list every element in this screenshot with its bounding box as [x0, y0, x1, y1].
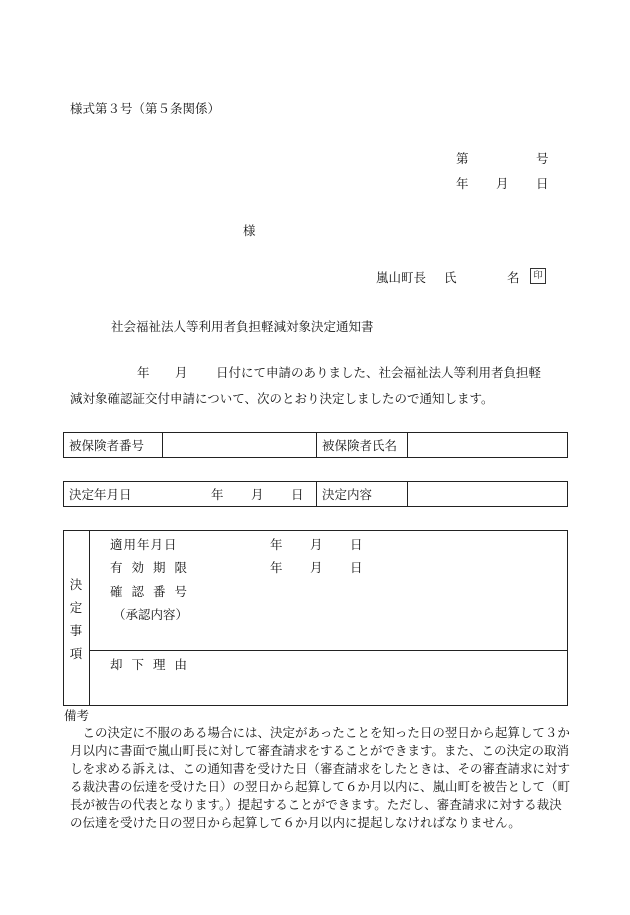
intro-year: 年: [137, 365, 150, 380]
decision-date-label: 決定年月日: [69, 487, 132, 502]
decision-month: 月: [251, 487, 264, 502]
number-suffix: 号: [536, 151, 549, 166]
notes-heading: 備考: [64, 708, 90, 723]
number-prefix: 第: [456, 151, 469, 166]
decision-year: 年: [211, 487, 224, 502]
decision-items-side-label: [68, 573, 84, 665]
intro-line2: 減対象確認証交付申請について、次のとおり決定しましたので通知します。: [70, 391, 494, 406]
date-year-label: 年: [456, 176, 469, 191]
insured-name-label: 被保険者氏名: [322, 438, 398, 453]
intro-line1: 日付にて申請のありました、社会福祉法人等利用者負担軽: [216, 365, 542, 380]
approval-content-label: （承認内容）: [113, 607, 189, 622]
side-char-4: 項: [69, 646, 83, 661]
valid-year: 年: [270, 560, 283, 575]
insured-number-label: 被保険者番号: [69, 438, 145, 453]
side-char-1: 決: [69, 577, 83, 592]
rejection-reason-label: 却下理由: [110, 657, 197, 672]
date-month-label: 月: [496, 176, 509, 191]
valid-day: 日: [350, 560, 363, 575]
side-char-3: 事: [69, 623, 83, 638]
date-day-label: 日: [536, 176, 549, 191]
issuer: 嵐山町長: [376, 270, 427, 285]
issuer-name-label-1: 氏: [444, 270, 457, 285]
document-heading: 社会福祉法人等利用者負担軽減対象決定通知書: [111, 319, 374, 334]
decision-day: 日: [291, 487, 304, 502]
valid-period-label: 有効期限: [110, 560, 197, 575]
notes-body: [70, 724, 570, 832]
applicable-year: 年: [270, 537, 283, 552]
valid-month: 月: [310, 560, 323, 575]
notes-text: この決定に不服のある場合には、決定があったことを知った日の翌日から起算して３か月以内に書面で嵐山町長に対して審査請求をすることができます。また、この決定の取消しを求める訴えは、この通知書を受けた日（審査請求をしたときは、その審査請求に対する裁決書の伝達を受けた日）の翌日から起算して６か月以内に、嵐山町を被告として（町長が被告の代表となります。）提起することができます。ただし、審査請求に対する裁決の伝達を受けた日の翌日から起算して６か月以内に提起しなければなりません。: [70, 725, 571, 830]
applicable-day: 日: [350, 537, 363, 552]
addressee-suffix: 様: [243, 223, 256, 238]
decision-content-label: 決定内容: [322, 487, 373, 502]
applicable-date-label: 適用年月日: [110, 537, 178, 552]
intro-month: 月: [175, 365, 188, 380]
confirm-number-label: 確認番号: [110, 584, 197, 599]
form-title: 様式第３号（第５条関係）: [70, 101, 221, 116]
applicable-month: 月: [310, 537, 323, 552]
side-char-2: 定: [69, 600, 83, 615]
seal-mark: 印: [530, 268, 546, 284]
issuer-name-label-2: 名: [507, 270, 520, 285]
